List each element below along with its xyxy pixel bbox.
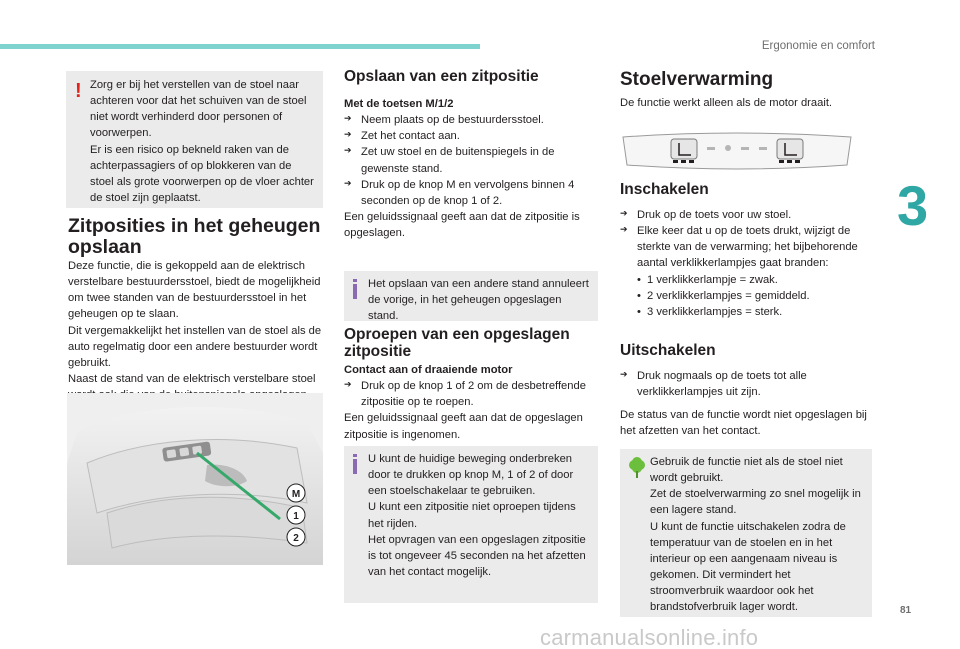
switch-on-step-2: ➔ Elke keer dat u op de toets drukt, wijzigt de sterkte van de verwarming; het bijbehorende aantal verklikkerlampjes gaat branden: <box>620 223 872 271</box>
save-heading: Opslaan van een zitpositie <box>344 68 539 85</box>
seat-heating-panel-illustration <box>621 131 853 171</box>
chapter-number: 3 <box>897 174 929 237</box>
info-icon <box>353 279 357 299</box>
memory-button-labels <box>287 484 305 546</box>
right-seat-heating-button <box>777 139 803 163</box>
save-step-1: ➔ Neem plaats op de bestuurdersstoel. <box>344 112 598 128</box>
memory-body-1: Deze functie, die is gekoppeld aan de elektrisch verstelbare bestuurdersstoel, biedt de mogelijkheid om twee standen van de bestuurdersstoel in het geheugen op te slaan. <box>68 260 321 321</box>
heating-heading: Stoelverwarming <box>620 69 774 90</box>
heating-level-3: • 3 verklikkerlampjes = sterk. <box>637 304 872 320</box>
header-accent-bar <box>0 44 480 49</box>
save-info-box <box>344 271 598 321</box>
recall-step-1: ➔ Druk op de knop 1 of 2 om de desbetreffende zitpositie op te roepen. <box>344 378 598 410</box>
switch-off-section <box>620 368 872 400</box>
exclamation-warning-icon: ! <box>75 80 82 102</box>
green-tree-eco-icon <box>628 457 646 479</box>
recall-info-box <box>344 446 598 603</box>
recall-info-3: Het opvragen van een opgeslagen zitpositie is tot ongeveer 45 seconden na het afzetten van het contact mogelijk. <box>368 533 586 578</box>
switch-off-heading: Uitschakelen <box>620 342 716 359</box>
warning-text-1: Zorg er bij het verstellen van de stoel naar achteren voor dat het schuiven van de stoel niet wordt verhinderd door personen of voorwerpen. <box>90 79 307 140</box>
heating-level-2: • 2 verklikkerlampjes = gemiddeld. <box>637 288 872 304</box>
recall-steps <box>344 378 598 410</box>
memory-heading: Zitposities in het geheugen opslaan <box>68 215 321 259</box>
save-section <box>344 96 598 241</box>
eco-text-3: U kunt de functie uitschakelen zodra de temperatuur van de stoelen en in het interieur op een aangenaam niveau is gekomen. Dit vermindert het stroomverbruik waardoor ook het brandstofverbruik lager wordt. <box>650 520 846 614</box>
label-2: 2 <box>293 533 299 544</box>
eco-box <box>620 449 872 617</box>
recall-heading: Oproepen van een opgeslagen zitpositie <box>344 326 570 361</box>
save-info-text: Het opslaan van een andere stand annuleert de vorige, in het geheugen opgeslagen stand. <box>368 278 589 323</box>
recall-subtitle: Contact aan of draaiende motor <box>344 364 513 376</box>
label-m: M <box>291 489 301 500</box>
info-icon <box>353 454 357 474</box>
memory-body-3: Naast de stand van de elektrisch verstelbare stoel <box>68 372 316 385</box>
watermark: carmanualsonline.info <box>540 625 759 649</box>
section-title: Ergonomie en comfort <box>761 40 875 52</box>
switch-on-steps <box>620 207 872 272</box>
switch-off-step-1: ➔ Druk nogmaals op de toets tot alle verklikkerlampjes uit zijn. <box>620 368 872 400</box>
memory-body <box>68 258 330 403</box>
heating-levels <box>620 272 872 320</box>
recall-info-1: U kunt de huidige beweging onderbreken door te drukken op knop M, 1 of 2 of door een stoelschakelaar te gebruiken. <box>368 453 574 498</box>
page-number: 81 <box>900 605 912 616</box>
save-after: Een geluidssignaal geeft aan dat de zitpositie is opgeslagen. <box>344 210 580 239</box>
switch-on-heading: Inschakelen <box>620 181 709 198</box>
recall-after: Een geluidssignaal geeft aan dat de opgeslagen zitpositie is ingenomen. <box>344 412 583 441</box>
memory-body-2: Dit vergemakkelijkt het instellen van de stoel als de auto regelmatig door een andere bestuurder wordt gebruikt. <box>68 324 322 369</box>
status-note: De status van de functie wordt niet opgeslagen bij het afzetten van het contact. <box>620 409 867 438</box>
heating-level-1: • 1 verklikkerlampje = zwak. <box>637 272 872 288</box>
recall-section <box>344 362 598 443</box>
seat-memory-buttons-illustration <box>67 393 323 565</box>
left-seat-heating-button <box>671 139 697 163</box>
warning-text-2: Er is een risico op bekneld raken van de achterpassagiers of op blokkeren van de stoel als grote voorwerpen op de vloer achter de stoel zijn geplaatst. <box>90 143 314 204</box>
save-step-2: ➔ Zet het contact aan. <box>344 128 598 144</box>
label-1: 1 <box>293 511 299 522</box>
save-steps <box>344 112 598 209</box>
eco-text-2: Zet de stoelverwarming zo snel mogelijk in een lagere stand. <box>650 488 861 517</box>
save-step-3: ➔ Zet uw stoel en de buitenspiegels in de gewenste stand. <box>344 144 598 176</box>
warning-box <box>66 71 323 208</box>
recall-info-2: U kunt een zitpositie niet oproepen tijdens het rijden. <box>368 501 576 530</box>
switch-on-step-1: ➔ Druk op de toets voor uw stoel. <box>620 207 872 223</box>
heating-intro: De functie werkt alleen als de motor draait. <box>620 97 833 109</box>
save-subtitle: Met de toetsen M/1/2 <box>344 98 454 110</box>
save-step-4: ➔ Druk op de knop M en vervolgens binnen 4 seconden op de knop 1 of 2. <box>344 177 598 209</box>
switch-off-steps <box>620 368 872 400</box>
eco-text-1: Gebruik de functie niet als de stoel niet wordt gebruikt. <box>650 456 843 485</box>
switch-on-section <box>620 207 872 320</box>
